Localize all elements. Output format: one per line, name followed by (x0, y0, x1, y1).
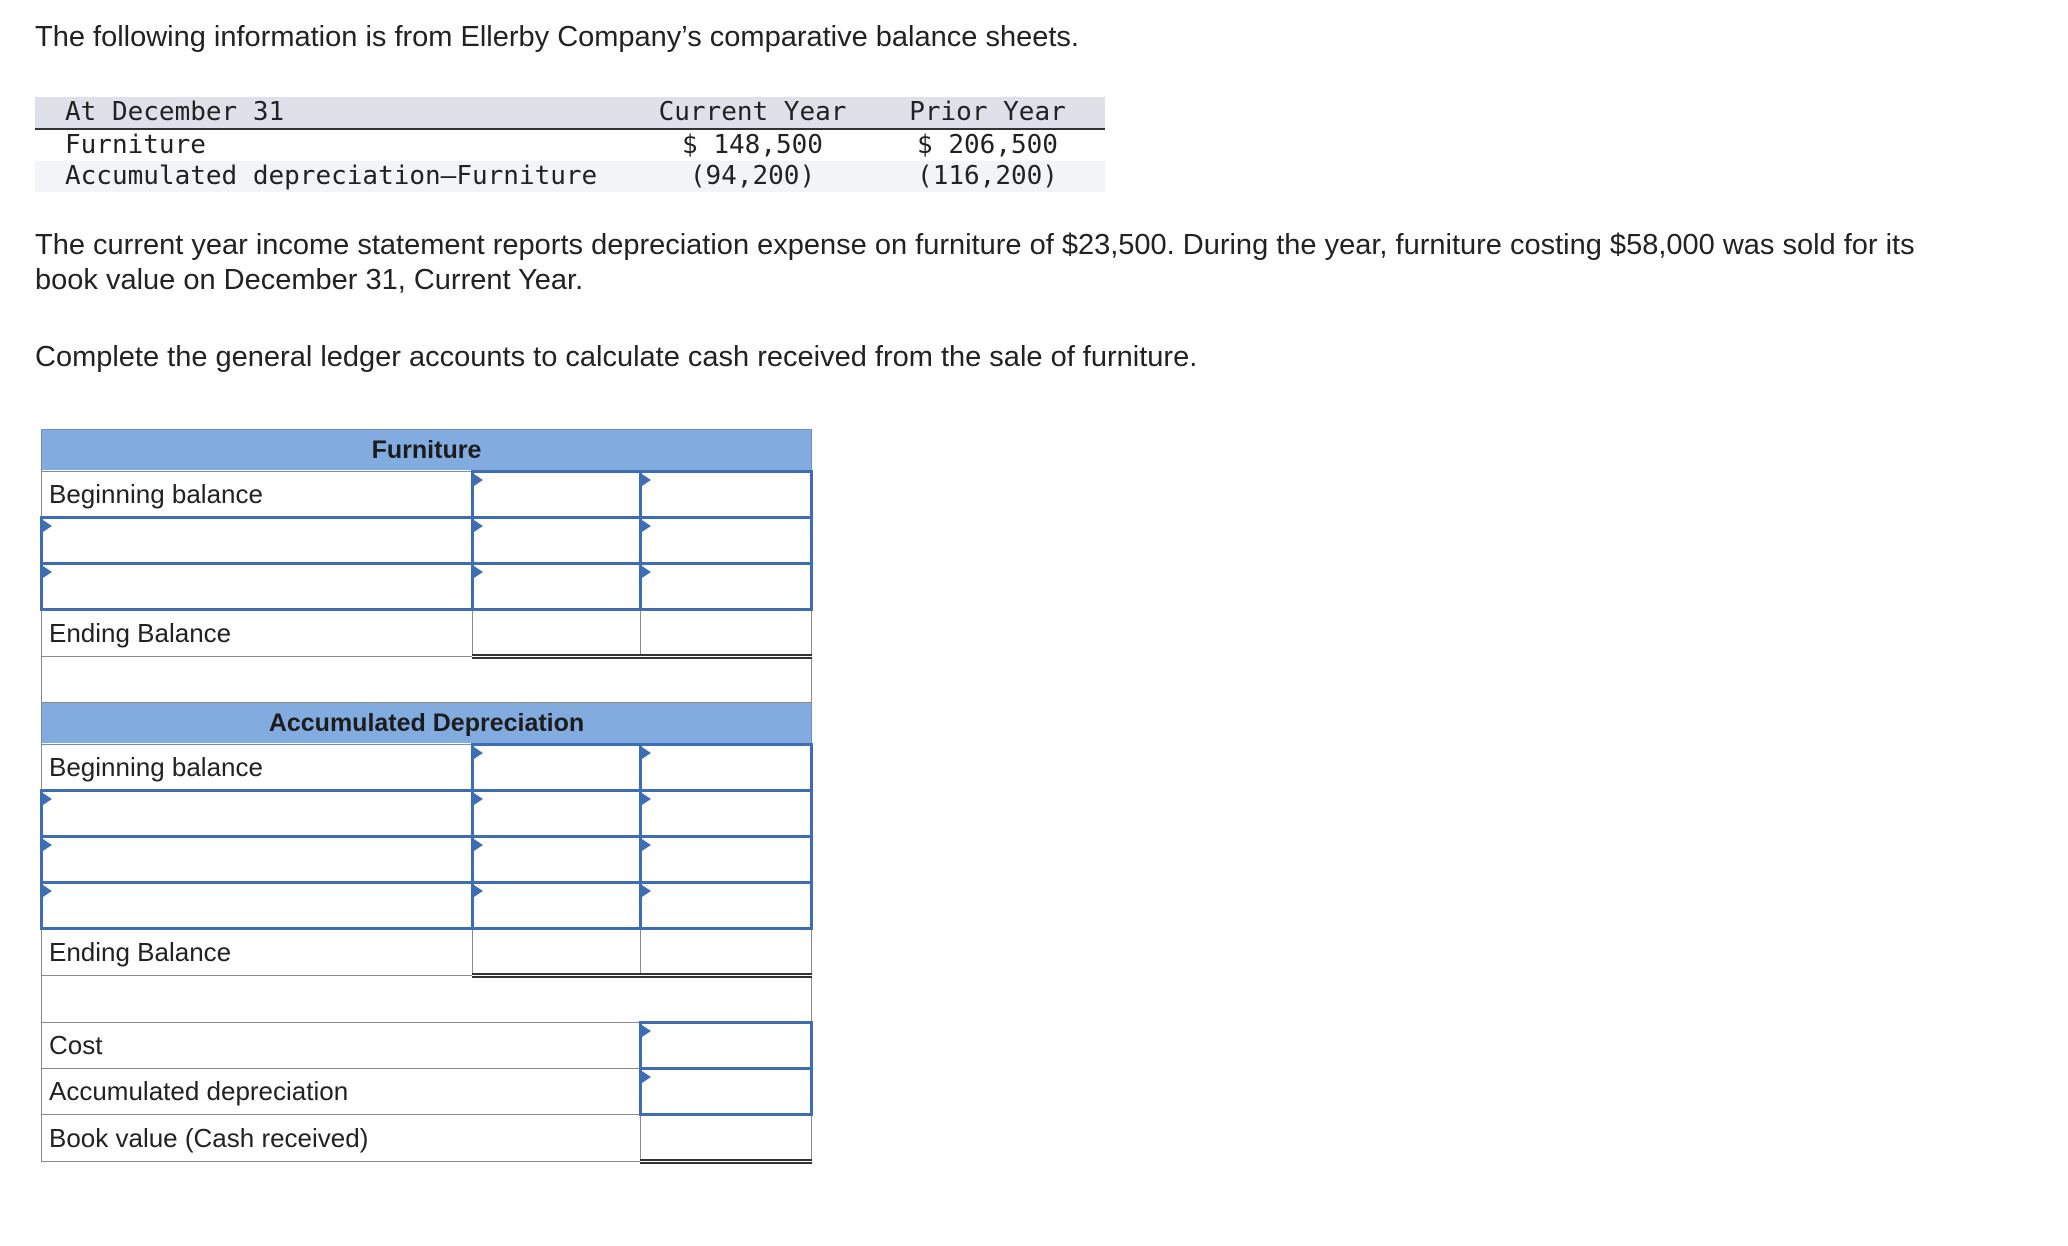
accumulated-beginning-debit-input[interactable] (473, 745, 641, 791)
furniture-entry-row (42, 518, 812, 564)
accumulated-entry-row (42, 883, 812, 929)
furniture-ending-row (42, 610, 812, 657)
balance-sheet-header (35, 97, 1105, 129)
row-label: Furniture (65, 130, 206, 160)
furniture-ending-credit (641, 610, 812, 657)
row-prior: (116,200) (870, 161, 1105, 192)
furniture-entry-debit-input[interactable] (473, 518, 641, 564)
furniture-entry-credit-input[interactable] (641, 564, 812, 610)
description-text: The current year income statement reports depreciation expense on furniture of $23,500. During the year, furniture costing $58,000 was sold for its book value on December 31, Current Year. (35, 229, 1915, 296)
accumulated-ending-row (42, 929, 812, 976)
spacer-row (42, 976, 812, 1023)
row-current: (94,200) (635, 161, 870, 192)
furniture-entry-row (42, 564, 812, 610)
accumulated-entry-credit-input[interactable] (641, 791, 812, 837)
accumulated-entry-label-input[interactable] (42, 791, 473, 837)
accumulated-entry-credit-input[interactable] (641, 837, 812, 883)
accumulated-entry-debit-input[interactable] (473, 791, 641, 837)
balance-sheet-table (35, 97, 1105, 192)
instruction-text: Complete the general ledger accounts to calculate cash received from the sale of furniture. (35, 341, 1198, 373)
furniture-entry-label-input[interactable] (42, 518, 473, 564)
accumulated-beginning-credit-input[interactable] (641, 745, 812, 791)
accumulated-beginning-label: Beginning balance (42, 745, 473, 791)
balance-sheet-row (35, 129, 1105, 161)
furniture-ending-debit (473, 610, 641, 657)
spacer-row (42, 657, 812, 703)
accum-depreciation-row (42, 1069, 812, 1115)
cost-row (42, 1023, 812, 1069)
accumulated-ending-debit (473, 929, 641, 976)
furniture-entry-label-input[interactable] (42, 564, 473, 610)
book-value-label: Book value (Cash received) (42, 1115, 641, 1162)
cost-input[interactable] (641, 1023, 812, 1069)
accumulated-entry-row (42, 837, 812, 883)
accum-depreciation-label: Accumulated depreciation (42, 1069, 641, 1115)
row-current: $ 148,500 (682, 130, 823, 160)
accumulated-entry-debit-input[interactable] (473, 883, 641, 929)
accumulated-entry-debit-input[interactable] (473, 837, 641, 883)
accumulated-entry-label-input[interactable] (42, 837, 473, 883)
furniture-beginning-label: Beginning balance (42, 472, 473, 518)
accumulated-ending-credit (641, 929, 812, 976)
accumulated-beginning-row (42, 745, 812, 791)
furniture-beginning-row (42, 472, 812, 518)
furniture-beginning-debit-input[interactable] (473, 472, 641, 518)
row-prior: $ 206,500 (917, 130, 1058, 160)
furniture-entry-debit-input[interactable] (473, 564, 641, 610)
furniture-account-title: Furniture (42, 430, 812, 472)
accumulated-ending-label: Ending Balance (42, 929, 473, 976)
cost-label: Cost (42, 1023, 641, 1069)
accumulated-entry-row (42, 791, 812, 837)
book-value-row (42, 1115, 812, 1162)
accumulated-entry-credit-input[interactable] (641, 883, 812, 929)
book-value-output (641, 1115, 812, 1162)
ledger-table (40, 429, 813, 1164)
accumulated-account-title: Accumulated Depreciation (42, 703, 812, 745)
header-current: Current Year (635, 97, 870, 129)
header-label: At December 31 (35, 97, 635, 129)
accum-depreciation-input[interactable] (641, 1069, 812, 1115)
accumulated-entry-label-input[interactable] (42, 883, 473, 929)
furniture-beginning-credit-input[interactable] (641, 472, 812, 518)
furniture-entry-credit-input[interactable] (641, 518, 812, 564)
balance-sheet-row (35, 161, 1105, 192)
row-label: Accumulated depreciation—Furniture (35, 161, 635, 192)
furniture-ending-label: Ending Balance (42, 610, 473, 657)
header-prior: Prior Year (870, 97, 1105, 129)
intro-text: The following information is from Ellerby Company’s comparative balance sheets. (35, 21, 1079, 53)
